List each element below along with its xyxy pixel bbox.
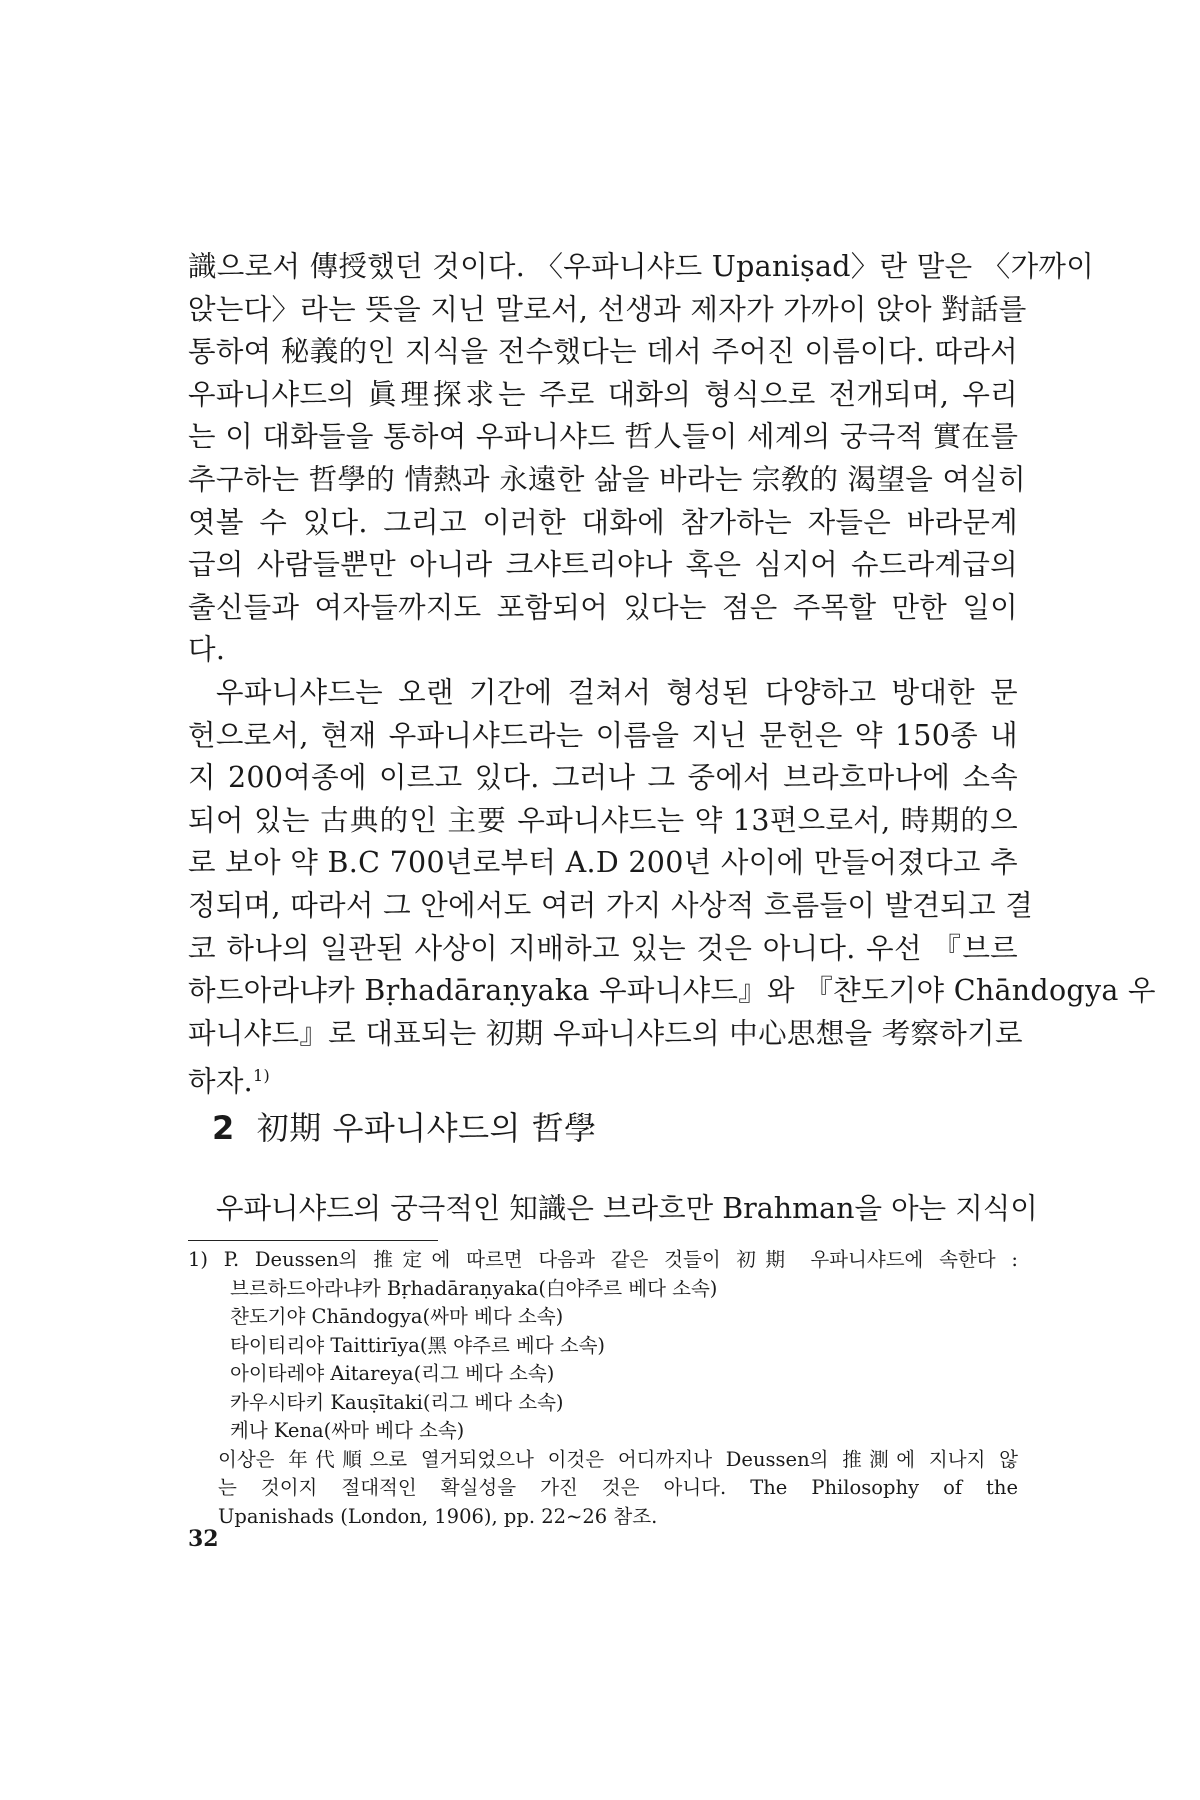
body-line: 우파니샤드의 眞理探求는 주로 대화의 형식으로 전개되며, 우리: [188, 377, 1018, 411]
footnote-line: Upanishads (London, 1906), pp. 22~26 참조.: [218, 1504, 658, 1528]
body-line-text: 하자.: [188, 1065, 254, 1099]
footnote-line: 챤도기야 Chāndogya(싸마 베다 소속): [230, 1305, 564, 1328]
body-line: 통하여 秘義的인 지식을 전수했다는 데서 주어진 이름이다. 따라서: [188, 335, 1018, 369]
body-line: 우파니샤드의 궁극적인 知識은 브라흐만 Brahman을 아는 지식이: [216, 1192, 1038, 1225]
body-line: 지 200여종에 이르고 있다. 그러나 그 중에서 브라흐마나에 소속: [188, 761, 1018, 795]
section-number: 2: [212, 1109, 235, 1147]
body-line: 識으로서 傳授했던 것이다. 〈우파니샤드 Upaniṣad〉란 말은 〈가까이: [188, 250, 1095, 283]
footnote-line: 이상은 年代順으로 열거되었으나 이것은 어디까지나 Deussen의 推測에 지나지 않: [218, 1447, 1018, 1471]
section-title: 初期 우파니샤드의 哲學: [256, 1109, 597, 1147]
body-paragraphs: [188, 246, 1156, 1104]
footnote-line: 아이타레야 Aitareya(리그 베다 소속): [230, 1362, 555, 1385]
body-line: 파니샤드』로 대표되는 初期 우파니샤드의 中心思想을 考察하기로: [188, 1016, 1023, 1050]
body-line: 우파니샤드는 오랜 기간에 걸쳐서 형성된 다양하고 방대한 문: [216, 675, 1018, 709]
body-line: 하드아라냐카 Bṛhadāraṇyaka 우파니샤드』와 『챤도기야 Chāndogya 우: [188, 974, 1156, 1008]
body-line: 코 하나의 일관된 사상이 지배하고 있는 것은 아니다. 우선 『브르: [188, 931, 1018, 965]
footnote-line: 브르하드아라냐카 Bṛhadāraṇyaka(白야주르 베다 소속): [230, 1276, 718, 1300]
body-line: 헌으로서, 현재 우파니샤드라는 이름을 지닌 문헌은 약 150종 내: [188, 718, 1018, 752]
body-line: 되어 있는 古典的인 主要 우파니샤드는 약 13편으로서, 時期的으: [188, 803, 1018, 837]
section-heading: [188, 1108, 1018, 1148]
body-line: 엿볼 수 있다. 그리고 이러한 대화에 참가하는 자들은 바라문계: [188, 505, 1018, 539]
footnote-line: 1) P. Deussen의 推定에 따르면 다음과 같은 것들이 初期 우파니샤드에 속한다 :: [188, 1248, 1018, 1271]
body-line: 급의 사람들뿐만 아니라 크샤트리야나 혹은 심지어 슈드라계급의: [188, 548, 1018, 582]
footnote-line: 카우시타키 Kauṣītaki(리그 베다 소속): [230, 1390, 564, 1414]
footnote-reference[interactable]: 1): [253, 1066, 271, 1086]
page-number: 32: [188, 1526, 219, 1552]
footnote-rule: [188, 1240, 438, 1241]
section-body: [188, 1188, 1038, 1230]
footnote-line: 는 것이지 절대적인 확실성을 가진 것은 아니다. The Philosophy of the: [218, 1476, 1018, 1499]
body-line-last: [188, 1055, 1018, 1104]
body-line: 앉는다〉라는 뜻을 지닌 말로서, 선생과 제자가 가까이 앉아 對話를: [188, 292, 1027, 326]
body-line: 다.: [188, 633, 226, 667]
body-line: 는 이 대화들을 통하여 우파니샤드 哲人들이 세계의 궁극적 實在를: [188, 420, 1019, 454]
footnote-line: 타이티리야 Taittirīya(黑 야주르 베다 소속): [230, 1333, 606, 1357]
body-line: 추구하는 哲學的 情熱과 永遠한 삶을 바라는 宗敎的 渴望을 여실히: [188, 462, 1026, 496]
footnote-line: 케나 Kena(싸마 베다 소속): [230, 1419, 465, 1442]
body-line: 정되며, 따라서 그 안에서도 여러 가지 사상적 흐름들이 발견되고 결: [188, 888, 1034, 922]
footnotes: [188, 1246, 1018, 1531]
body-line: 출신들과 여자들까지도 포함되어 있다는 점은 주목할 만한 일이: [188, 590, 1018, 624]
body-line: 로 보아 약 B.C 700년로부터 A.D 200년 사이에 만들어졌다고 추: [188, 846, 1018, 880]
